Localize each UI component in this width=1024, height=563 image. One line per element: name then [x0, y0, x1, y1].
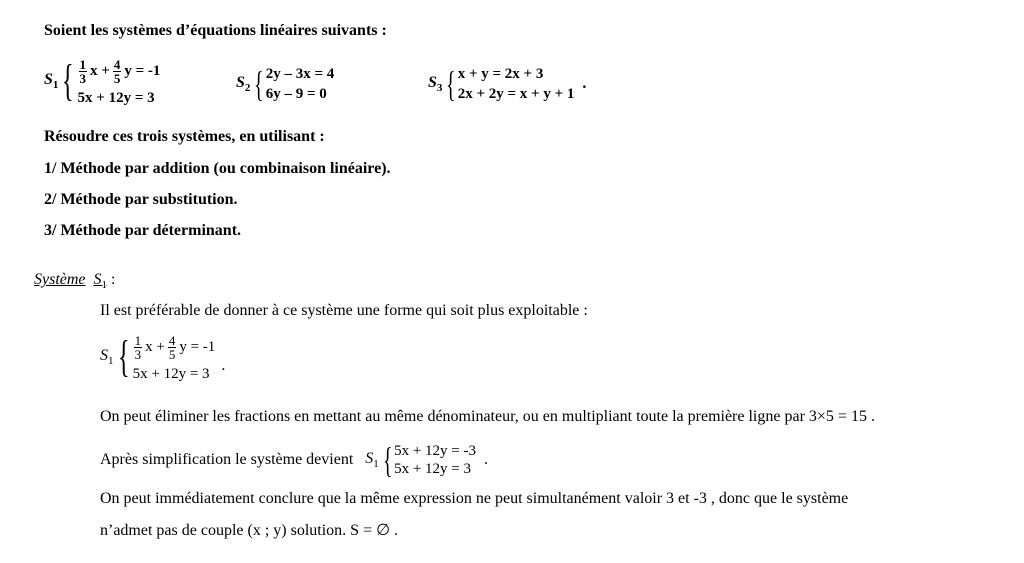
method-1: 1/ Méthode par addition (ou combinaison linéaire). [44, 160, 391, 177]
system-s1 [44, 54, 160, 108]
s1-restated-period: . [221, 357, 226, 374]
system-s1-label: $S_1$ [44, 70, 59, 92]
method-2: 2/ Méthode par substitution. [44, 191, 238, 208]
brace-icon: { [382, 440, 393, 480]
brace-icon: { [446, 64, 456, 104]
s2-equation-2: 6y – 9 = 0 [265, 86, 327, 102]
brace-icon: { [117, 332, 130, 381]
system-s1-simplified-label: $S_1$ [365, 449, 379, 471]
system-s1-restated [100, 330, 225, 384]
brace-icon: { [62, 56, 75, 105]
paragraph-4-line-2: n’admet pas de couple (x ; y) solution. S = ∅ . [100, 522, 399, 539]
paragraph-4-line-1: On peut immédiatement conclure que la même expression ne peut simultanément valoir 3 et -3 , donc que le système [100, 490, 849, 507]
system-s2-label: $S_2$ [236, 73, 251, 95]
s1-restated-equation-1: $\frac{1}{3}$ x + $\frac{4}{5}$ y = -1 [134, 332, 216, 362]
solution-heading: Système $S_1$ : [34, 271, 116, 292]
s1-equation-1: $\frac{1}{3}$ x + $\frac{4}{5}$ y = -1 [79, 56, 161, 86]
s3-period: . [582, 75, 587, 92]
brace-icon: { [254, 64, 264, 104]
task-text: Résoudre ces trois systèmes, en utilisant : [44, 128, 325, 145]
paragraph-2: On peut éliminer les fractions en mettant au même dénominateur, ou en multipliant toute la première ligne par 3×5 = 15 . [100, 408, 875, 425]
system-s3-label: $S_3$ [428, 73, 443, 95]
paragraph-1: Il est préférable de donner à ce système une forme qui soit plus exploitable : [100, 302, 588, 319]
paragraph-3 [100, 438, 488, 482]
system-s1-restated-label: $S_1$ [100, 346, 114, 368]
paragraph-3-text: Après simplification le système devient [100, 451, 354, 468]
s2-equation-1: 2y – 3x = 4 [265, 66, 335, 82]
s1-restated-equation-2: 5x + 12y = 3 [132, 366, 210, 382]
s1-simplified-period: . [483, 451, 488, 468]
intro-text: Soient les systèmes d’équations linéaires suivants : [44, 22, 387, 39]
s3-equation-2: 2x + 2y = x + y + 1 [457, 86, 575, 102]
method-3: 3/ Méthode par déterminant. [44, 222, 242, 239]
s1-simplified-equation-1: 5x + 12y = -3 [394, 443, 476, 459]
s3-equation-1: x + y = 2x + 3 [457, 66, 544, 82]
system-s2 [236, 62, 334, 106]
s1-equation-2: 5x + 12y = 3 [77, 90, 155, 106]
system-s3 [428, 62, 586, 106]
s1-simplified-equation-2: 5x + 12y = 3 [394, 461, 471, 477]
